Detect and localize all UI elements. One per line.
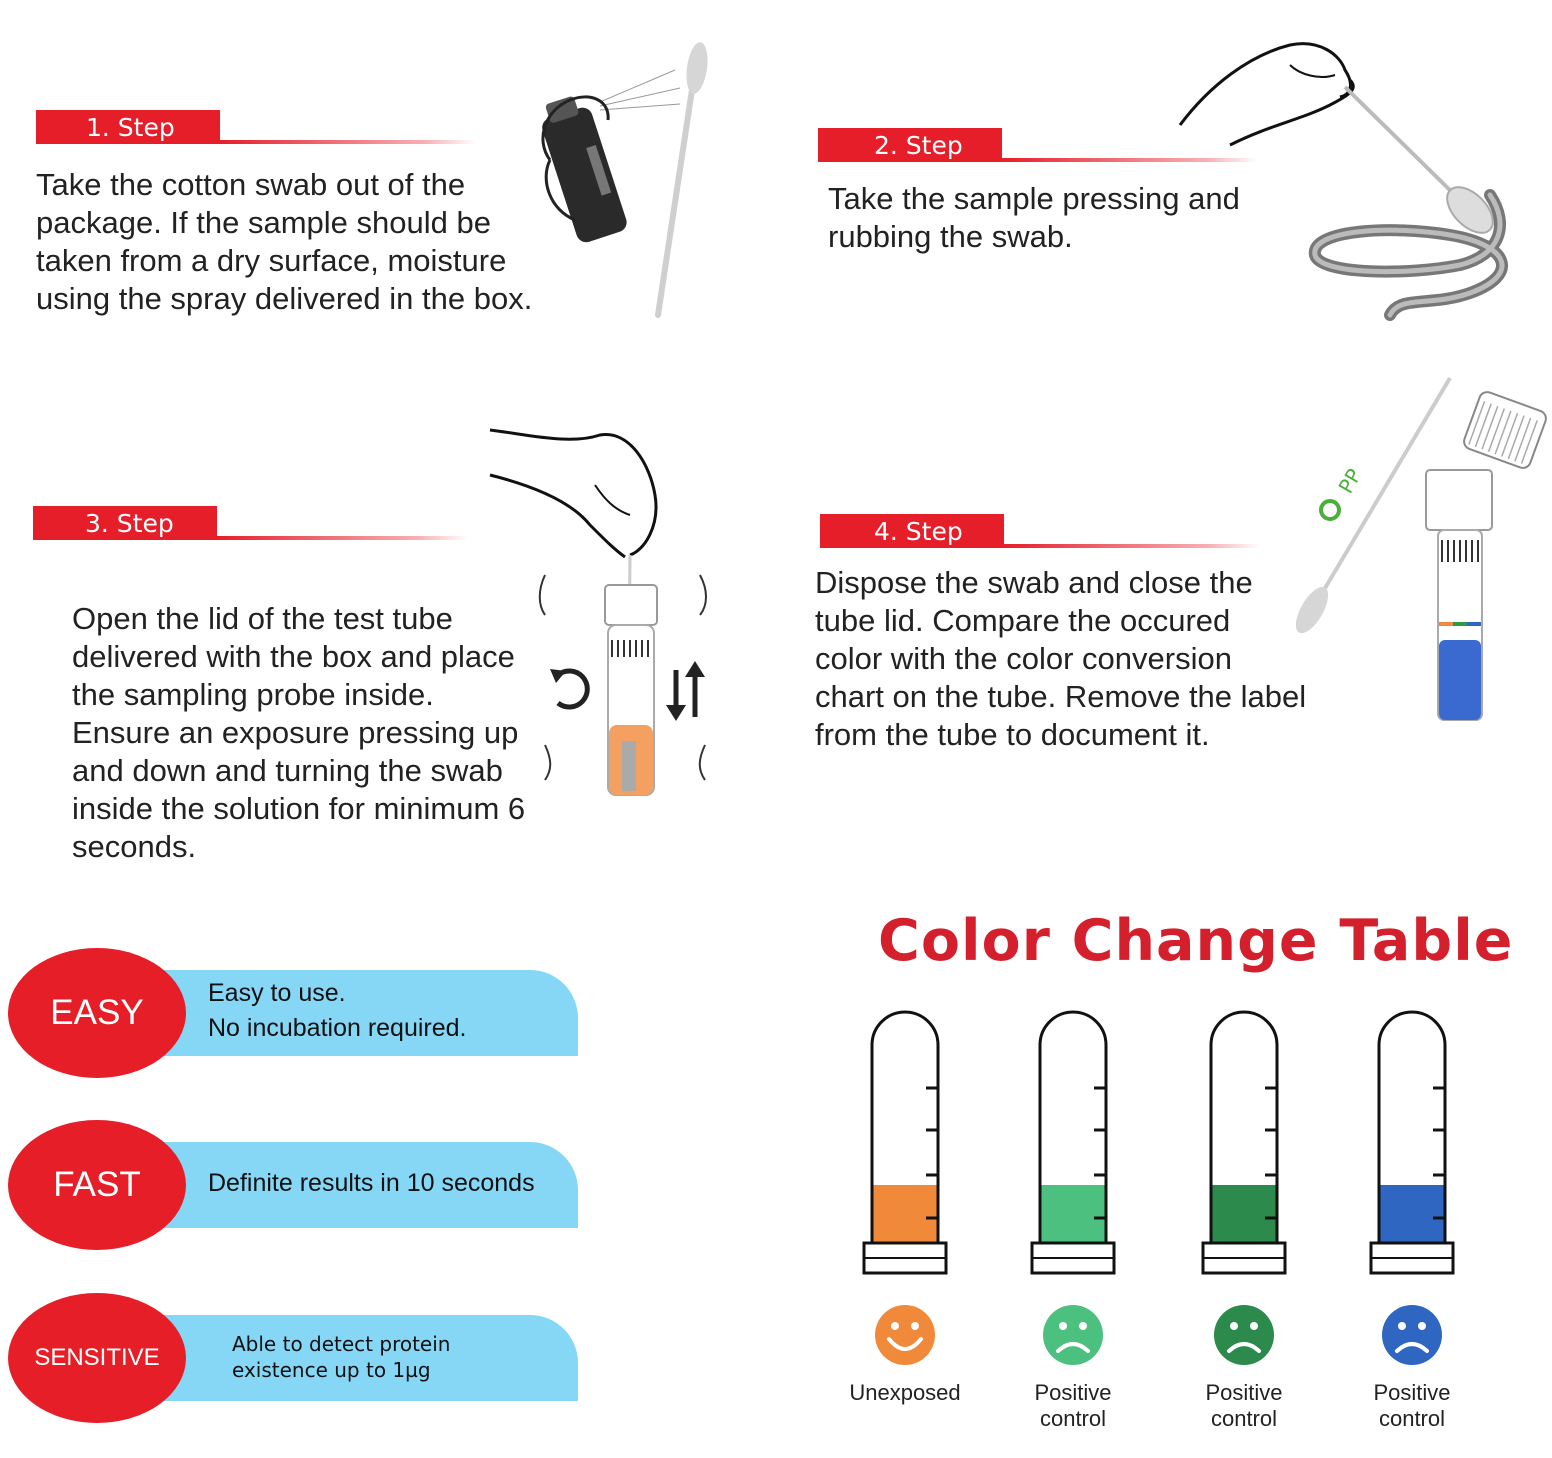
badge-easy: EASY bbox=[50, 993, 144, 1032]
hand-holding-swab-icon bbox=[1170, 25, 1540, 325]
tube-label-2 bbox=[1169, 1380, 1319, 1432]
face-eye bbox=[1079, 1322, 1087, 1330]
step-4-label: 4. Step bbox=[874, 517, 963, 546]
badge-sensitive: SENSITIVE bbox=[34, 1344, 160, 1371]
face-eye bbox=[1250, 1322, 1258, 1330]
step-3-banner bbox=[33, 506, 468, 540]
tube-label-1-line2: control bbox=[1039, 1406, 1107, 1431]
test-tube-liquid bbox=[874, 1185, 937, 1245]
face-eye bbox=[891, 1322, 899, 1330]
feature-easy bbox=[8, 948, 580, 1083]
feature-badge bbox=[8, 948, 186, 1078]
tube-label-1 bbox=[998, 1380, 1148, 1432]
test-tube-liquid bbox=[1381, 1185, 1444, 1245]
test-tube-liquid bbox=[1042, 1185, 1105, 1245]
step-4-banner bbox=[820, 514, 1260, 548]
feature-fast-line1: Definite results in 10 seconds bbox=[208, 1169, 535, 1197]
face-eye bbox=[1230, 1322, 1238, 1330]
tube-label-1-line1: Positive bbox=[1034, 1380, 1112, 1405]
hand-inserting-swab-in-tube-icon bbox=[490, 425, 730, 805]
feature-sensitive bbox=[8, 1293, 580, 1428]
badge-fast: FAST bbox=[53, 1165, 141, 1204]
feature-sensitive-line1: Able to detect protein bbox=[232, 1332, 451, 1356]
tube-label-3-line2: control bbox=[1378, 1406, 1446, 1431]
feature-easy-line2: No incubation required. bbox=[208, 1014, 467, 1042]
swab-and-closed-tube-icon bbox=[1290, 370, 1550, 730]
test-tube-liquid bbox=[1213, 1185, 1276, 1245]
sad-face-icon bbox=[1382, 1305, 1442, 1365]
step-3-label: 3. Step bbox=[85, 509, 174, 538]
tube-label-0 bbox=[830, 1380, 980, 1406]
sad-face-icon bbox=[1043, 1305, 1103, 1365]
color-table-title: Color Change Table bbox=[878, 908, 1514, 974]
step-1-text: Take the cotton swab out of the package. If the sample should be taken from a dry surface, moisture using the spray delivered in the box. bbox=[36, 167, 533, 316]
feature-sensitive-line2: existence up to 1µg bbox=[232, 1358, 431, 1382]
tube-label-2-line2: control bbox=[1210, 1406, 1278, 1431]
spray-can-and-swab-icon bbox=[530, 40, 730, 330]
tube-label-2-line1: Positive bbox=[1205, 1380, 1283, 1405]
feature-badge bbox=[8, 1120, 186, 1250]
tube-label-0-line1: Unexposed bbox=[849, 1380, 961, 1405]
face-eye bbox=[1059, 1322, 1067, 1330]
step-4-text: Dispose the swab and close the tube lid. Compare the occured color with the color conversion chart on the tube. Remove the label from the tube to document it. bbox=[815, 565, 1307, 752]
step-1-banner bbox=[36, 110, 476, 144]
feature-badge bbox=[8, 1293, 186, 1423]
face-eye bbox=[1398, 1322, 1406, 1330]
step-2-label: 2. Step bbox=[874, 131, 963, 160]
step-1-label: 1. Step bbox=[86, 113, 175, 142]
step-2-text: Take the sample pressing and rubbing the swab. bbox=[828, 181, 1240, 254]
feature-easy-line1: Easy to use. bbox=[208, 979, 346, 1007]
happy-face-icon bbox=[875, 1305, 935, 1365]
face-eye bbox=[1418, 1322, 1426, 1330]
tube-label-3-line1: Positive bbox=[1373, 1380, 1451, 1405]
step-3-text: Open the lid of the test tube delivered with the box and place the sampling probe inside. Ensure an exposure pressing up and down and turning the swab inside the solution for minimum 6 seconds. bbox=[72, 601, 526, 864]
recycle-pp-label: PP bbox=[1333, 464, 1367, 498]
feature-fast bbox=[8, 1120, 580, 1255]
sad-face-icon bbox=[1214, 1305, 1274, 1365]
tube-label-3 bbox=[1337, 1380, 1487, 1432]
face-eye bbox=[911, 1322, 919, 1330]
